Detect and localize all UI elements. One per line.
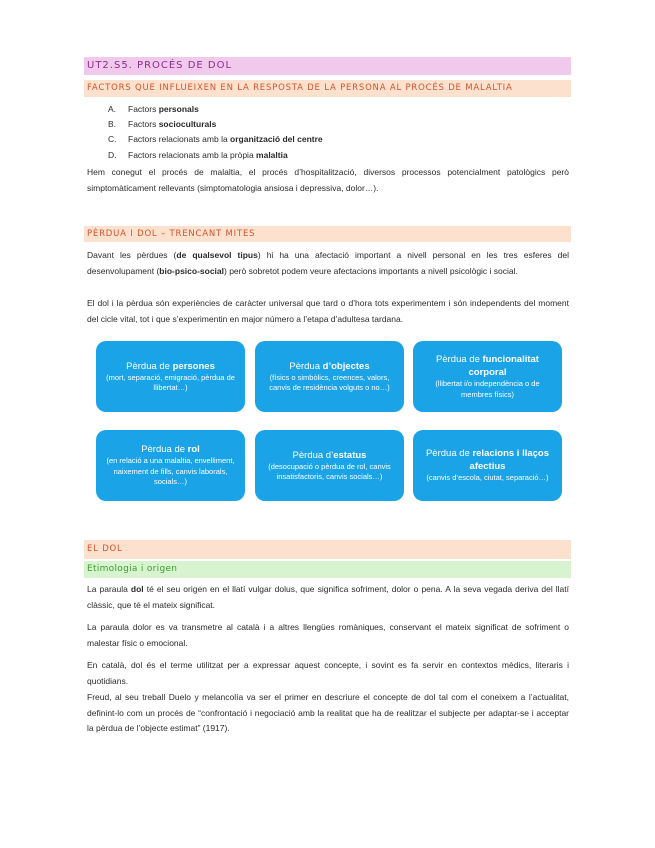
loss-card-status: Pèrdua d’estatus (desocupació o pèrdua de rol, canvis insatisfactoris, canvis socials…) (255, 430, 404, 501)
factors-heading: FACTORS QUE INFLUEIXEN EN LA RESPOSTA DE LA PERSONA AL PROCÉS DE MALALTIA (84, 80, 571, 97)
loss-card-relationships: Pèrdua de relacions i llaços afectius (canvis d’escola, ciutat, separació…) (413, 430, 562, 501)
loss-card-role: Pèrdua de rol (en relació a una malaltia, envelliment, naixement de fills, canvis laborals, socials…) (96, 430, 245, 501)
dol-paragraph-1: La paraula dol té el seu origen en el llatí vulgar dolus, que significa sofriment, dolor o pena. A la seva vegada deriva del llatí clàssic, que té el mateix significat. (87, 584, 569, 610)
list-item: D. Factors relacionats amb la pròpia malaltia (108, 149, 288, 160)
list-item: B. Factors socioculturals (108, 119, 217, 130)
perdua-heading: PÈRDUA I DOL – TRENCANT MITES (84, 226, 571, 242)
dol-paragraph-4: Freud, al seu treball Duelo y melancolía va ser el primer en descriure el concepte de dol tal com el coneixem a l’actualitat, definint-lo com un procés de “confrontació i negociació amb la realitat que ha de realitzar el subjecte per adaptar-se i acceptar la pèrdua de l’objecte estimat” (1917). (87, 692, 569, 733)
perdua-paragraph-2: El dol i la pèrdua són experiències de caràcter universal que tard o d’hora tots experimentem i són independents del moment del cicle vital, tot i que s’experimentin en major número a l’etapa d’adultesa tardana. (87, 298, 569, 324)
page-title: UT2.S5. PROCÉS DE DOL (84, 57, 571, 75)
loss-card-persons: Pèrdua de persones (mort, separació, emigració, pèrdua de llibertat…) (96, 341, 245, 412)
perdua-paragraph-1: Davant les pèrdues (de qualsevol tipus) hi ha una afectació important a nivell personal en les tres esferes del desenvolupament (bio-psico-social) però sobretot podem veure afectacions importants a nivell psicològic i social. (87, 250, 569, 276)
factors-list (108, 102, 323, 163)
dol-paragraph-2: La paraula dolor es va transmetre al català i a altres llengües romàniques, conservant el mateix significat de sofriment o malestar físic o emocional. (87, 622, 569, 648)
factors-paragraph: Hem conegut el procés de malaltia, el procés d’hospitalització, diversos processos potencialment patològics però simptomàticament rellevants (simptomatologia ansiosa i depressiva, dolor…). (87, 167, 569, 193)
list-item: C. Factors relacionats amb la organització del centre (108, 134, 323, 145)
loss-card-body-function: Pèrdua de funcionalitat corporal (llibertat i/o independència o de membres físics) (413, 341, 562, 412)
dol-paragraph-3: En català, dol és el terme utilitzat per a expressar aquest concepte, i sovint es fa servir en contextos mèdics, literaris i quotidians. (87, 660, 569, 686)
loss-card-objects: Pèrdua d’objectes (físics o simbòlics, creences, valors, canvis de residència volguts o no…) (255, 341, 404, 412)
etymology-subheading: Etimologia i origen (84, 561, 571, 578)
dol-heading: EL DOL (84, 540, 571, 559)
list-item: A. Factors personals (108, 104, 199, 114)
